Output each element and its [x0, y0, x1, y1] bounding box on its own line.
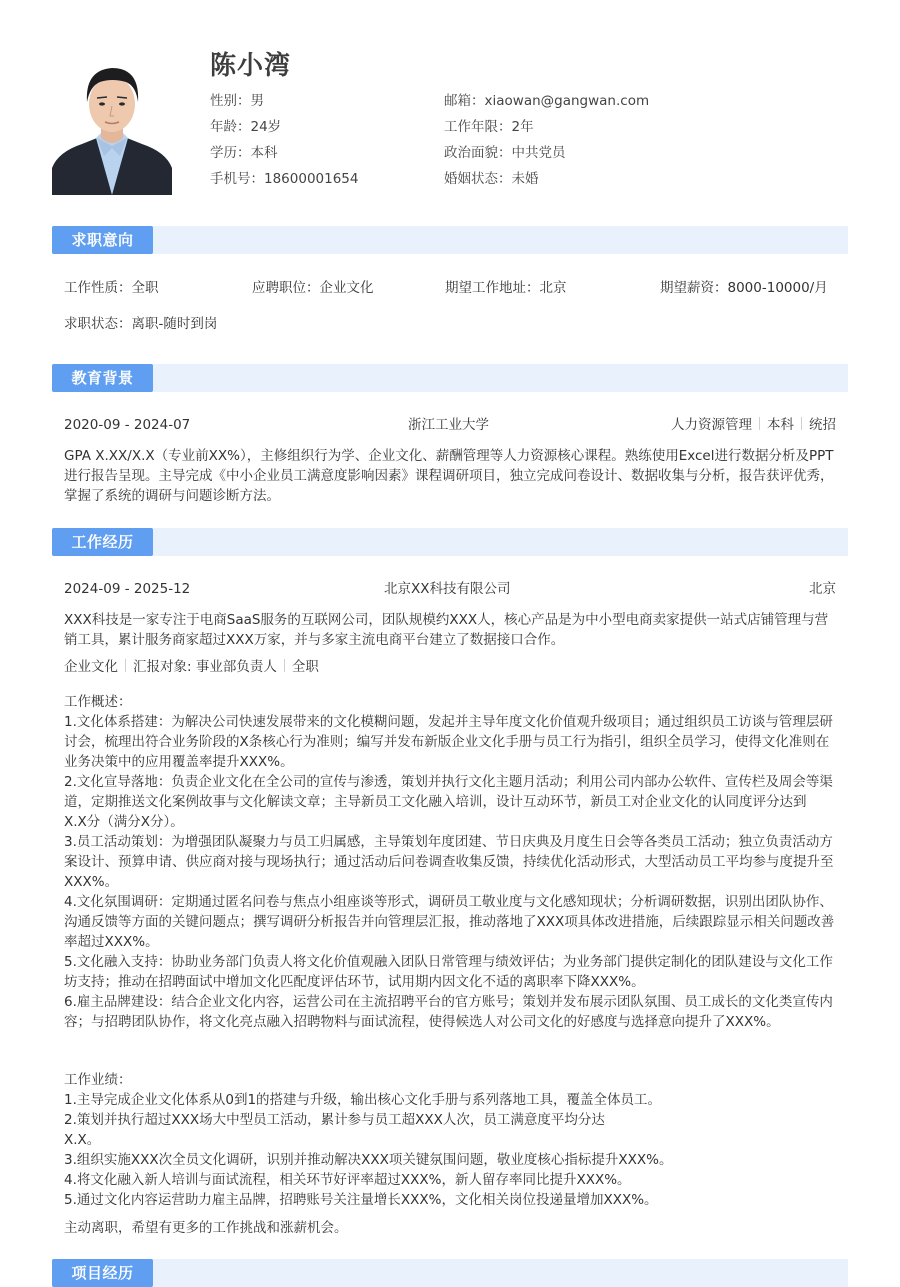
field-label: 工作性质： — [64, 280, 132, 296]
divider — [284, 659, 285, 672]
section-title: 教育背景 — [52, 364, 153, 392]
field-value: 离职-随时到岗 — [131, 316, 218, 332]
info-age — [210, 117, 281, 137]
info-value: 本科 — [250, 145, 278, 161]
education-school: 浙江工业大学 — [408, 417, 489, 433]
overview-item: 3.员工活动策划：为增强团队凝聚力与员工归属感，主导策划年度团建、节日庆典及月度生日会等各类员工活动；独立负责活动方案设计、预算申请、供应商对接与现场执行；通过活动后问卷调查收集反馈，持续优化活动形式，大型活动员工平均参与度提升至XXX%。 — [64, 834, 834, 890]
section-project-header — [52, 1259, 848, 1287]
company-intro: XXX科技是一家专注于电商SaaS服务的互联网公司，团队规模约XXX人，核心产品是为中小型电商卖家提供一站式店铺管理与营销工具，累计服务商家超过XXX万家，并与多家主流电商平台建立了数据接口合作。 — [64, 612, 829, 648]
intent-status — [64, 314, 217, 334]
field-label: 应聘职位： — [252, 280, 320, 296]
info-label: 年龄： — [210, 119, 251, 135]
work-achievements — [64, 1070, 840, 1210]
overview-item: 1.文化体系搭建：为解决公司快速发展带来的文化模糊问题，发起并主导年度文化价值观升级项目；通过组织员工访谈与管理层研讨会，梳理出符合业务阶段的X条核心行为准则；编写并发布新版企业文化手册与员工行为指引，组织全员学习，使得文化准则在业务决策中的应用覆盖率提升XXX%。 — [64, 714, 833, 770]
divider — [801, 417, 802, 430]
overview-item: 6.雇主品牌建设：结合企业文化内容，运营公司在主流招聘平台的官方账号；策划并发布展示团队氛围、员工成长的文化类宣传内容；与招聘团队协作，将文化亮点融入招聘物料与面试流程，使得候选人对公司文化的好感度与选择意向提升了XXX%。 — [64, 994, 833, 1030]
section-intent-header — [52, 226, 848, 254]
info-label: 政治面貌： — [444, 145, 512, 161]
section-title: 工作经历 — [52, 528, 153, 556]
divider — [759, 417, 760, 430]
education-enrollment-type: 统招 — [809, 417, 836, 433]
info-marital-status — [444, 169, 539, 189]
info-value: 未婚 — [511, 171, 539, 187]
intent-location — [445, 278, 567, 298]
portrait-icon — [52, 56, 172, 195]
achievement-item: 2.策划并执行超过XXX场大中型员工活动，累计参与员工超XXX人次，员工满意度平均分达 — [64, 1112, 605, 1128]
field-value: 全职 — [131, 280, 159, 296]
info-label: 邮箱： — [444, 93, 485, 109]
info-value[interactable]: xiaowan@gangwan.com — [484, 93, 650, 109]
achievement-item: 1.主导完成企业文化体系从0到1的搭建与升级，输出核心文化手册与系列落地工具，覆盖全体员工。 — [64, 1092, 662, 1108]
achievement-item: 5.通过文化内容运营助力雇主品牌，招聘账号关注量增长XXX%，文化相关岗位投递量增加XXX%。 — [64, 1192, 658, 1208]
education-description: GPA X.XX/X.X（专业前XX%），主修组织行为学、企业文化、薪酬管理等人力资源核心课程。熟练使用Excel进行数据分析及PPT进行报告呈现。主导完成《中小企业员工满意度影响因素》课程调研项目，独立完成问卷设计、数据收集与分析，报告获评优秀，掌握了系统的调研与问题诊断方法。 — [64, 448, 834, 504]
candidate-name: 陈小湾 — [210, 51, 292, 81]
field-label: 求职状态： — [64, 316, 132, 332]
info-label: 学历： — [210, 145, 251, 161]
info-label: 婚姻状态： — [444, 171, 512, 187]
profile-header — [52, 48, 848, 198]
intent-salary — [660, 278, 828, 298]
work-city: 北京 — [809, 581, 836, 597]
leave-reason: 主动离职，希望有更多的工作挑战和涨薪机会。 — [64, 1220, 348, 1236]
work-period: 2024-09 - 2025-12 — [64, 581, 191, 597]
achievement-item: 3.组织实施XXX次全员文化调研，识别并推动解决XXX项关键氛围问题，敬业度核心指标提升XXX%。 — [64, 1152, 673, 1168]
overview-item: 4.文化氛围调研：定期通过匿名问卷与焦点小组座谈等形式，调研员工敬业度与文化感知现状；分析调研数据，识别出团队协作、沟通反馈等方面的关键问题点；撰写调研分析报告并向管理层汇报，推动落地了XXX项具体改进措施，后续跟踪显示相关问题改善率超过XXX%。 — [64, 894, 835, 950]
field-value: 8000-10000/月 — [727, 280, 828, 296]
intent-position — [252, 278, 374, 298]
info-education — [210, 143, 278, 163]
section-title: 求职意向 — [52, 226, 153, 254]
info-label: 性别： — [210, 93, 251, 109]
work-company: 北京XX科技有限公司 — [384, 581, 511, 597]
achievements-title: 工作业绩： — [64, 1072, 132, 1088]
info-value: 2年 — [511, 119, 534, 135]
field-label: 期望工作地址： — [445, 280, 540, 296]
education-tags — [671, 415, 836, 435]
info-work-years — [444, 117, 534, 137]
work-department: 企业文化 — [64, 659, 118, 675]
education-period: 2020-09 - 2024-07 — [64, 417, 191, 433]
info-value: 中共党员 — [511, 145, 566, 161]
overview-item: 5.文化融入支持：协助业务部门负责人将文化价值观融入团队日常管理与绩效评估；为业务部门提供定制化的团队建设与文化工作坊支持；推动在招聘面试中增加文化匹配度评估环节，试用期内因文化不适的离职率下降XXX%。 — [64, 954, 833, 990]
education-degree: 本科 — [767, 417, 794, 433]
info-email — [444, 91, 649, 111]
achievement-item: 4.将文化融入新人培训与面试流程，相关环节好评率超过XXX%，新人留存率同比提升XXX%。 — [64, 1172, 631, 1188]
overview-item: 2.文化宣导落地：负责企业文化在全公司的宣传与渗透，策划并执行文化主题月活动；利用公司内部办公软件、宣传栏及周会等渠道，定期推送文化案例故事与文化解读文章；主导新员工文化融入培训，设计互动环节，新员工对企业文化的认同度评分达到 — [64, 774, 833, 810]
overview-title: 工作概述： — [64, 694, 132, 710]
section-title: 项目经历 — [52, 1259, 153, 1287]
info-gender — [210, 91, 264, 111]
info-value: 24岁 — [250, 119, 282, 135]
field-label: 期望薪资： — [660, 280, 728, 296]
education-major: 人力资源管理 — [671, 417, 752, 433]
info-value[interactable]: 18600001654 — [264, 171, 359, 187]
info-label: 工作年限： — [444, 119, 512, 135]
work-overview — [64, 692, 840, 1032]
section-work-header — [52, 528, 848, 556]
work-tags — [64, 657, 319, 677]
intent-job-type — [64, 278, 159, 298]
work-type: 全职 — [291, 659, 319, 675]
section-education-header — [52, 364, 848, 392]
info-value: 男 — [250, 93, 264, 109]
achievement-item: X.X。 — [64, 1132, 101, 1148]
overview-item: X.X分（满分X分）。 — [64, 814, 184, 830]
info-label: 手机号： — [210, 171, 264, 187]
avatar-photo — [52, 56, 172, 195]
field-value: 北京 — [539, 280, 567, 296]
info-phone — [210, 169, 358, 189]
field-value: 企业文化 — [319, 280, 374, 296]
info-political-status — [444, 143, 566, 163]
work-report-to: 汇报对象: 事业部负责人 — [133, 659, 277, 675]
divider — [125, 659, 126, 672]
